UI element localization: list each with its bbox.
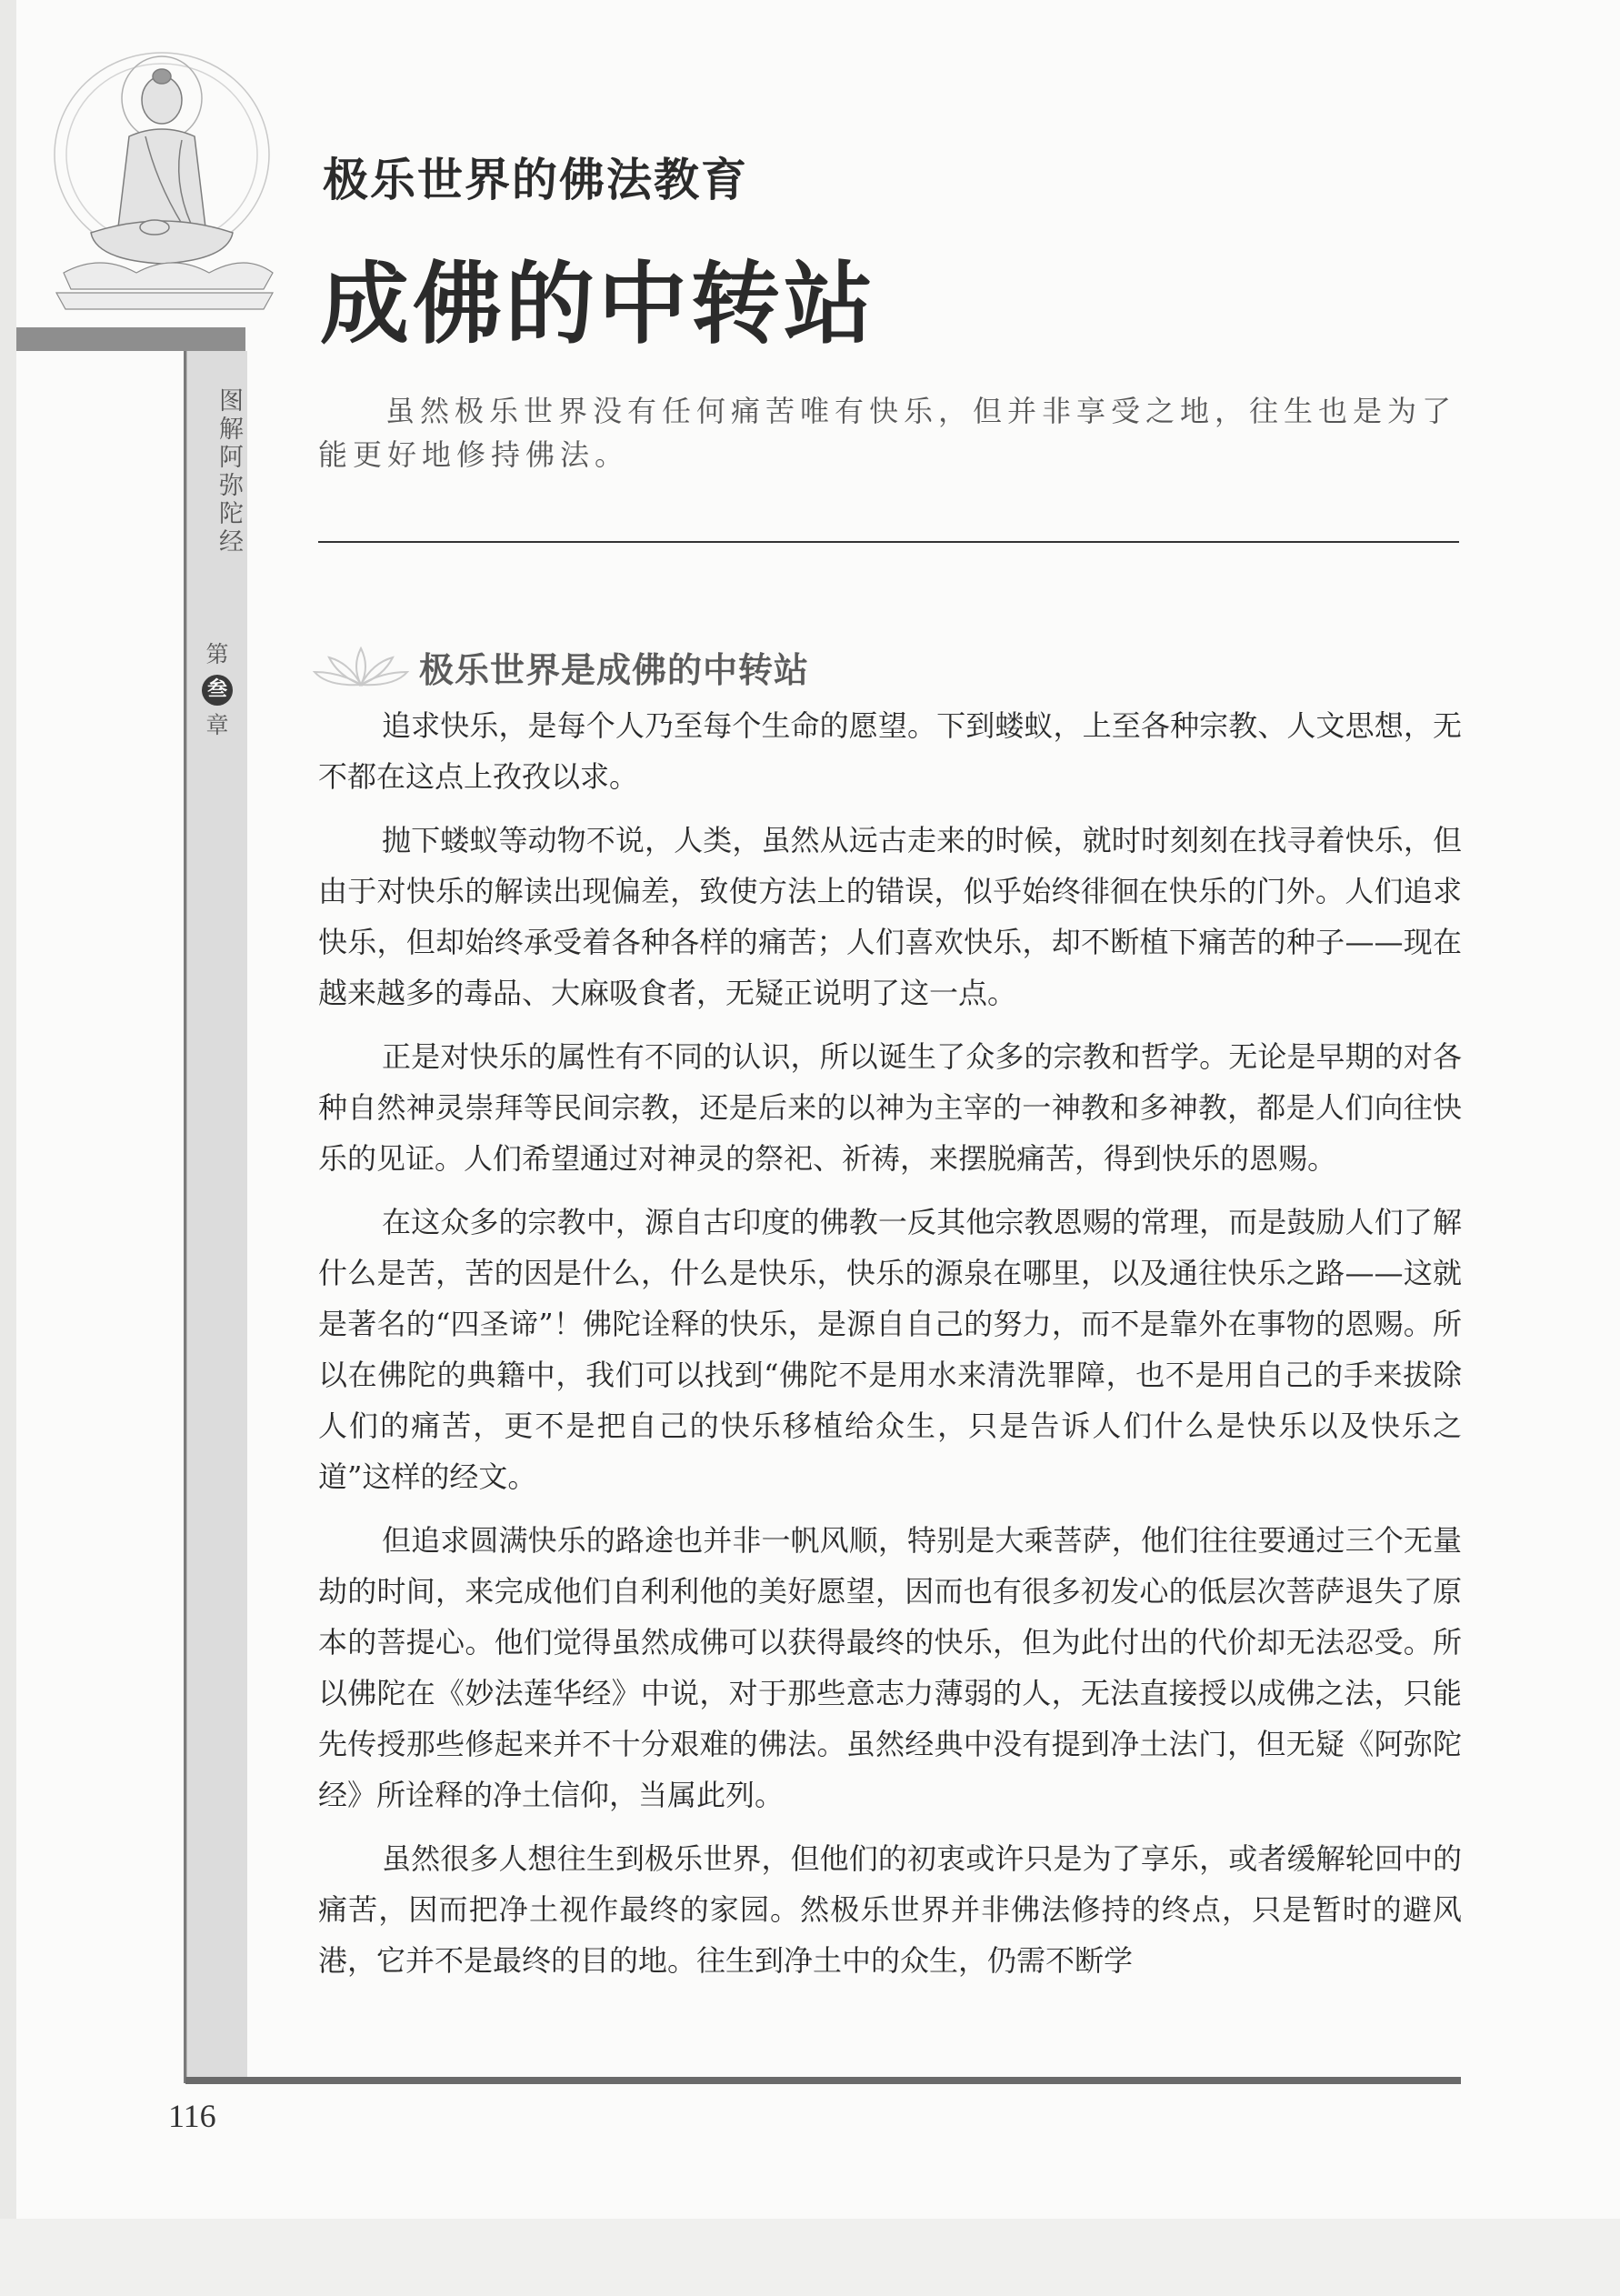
side-strip-rule — [184, 351, 186, 2083]
paragraph: 追求快乐，是每个人乃至每个生命的愿望。下到蝼蚁，上至各种宗教、人文思想，无不都在这点上孜孜以求。 — [318, 708, 1462, 794]
book-title: 图解阿弥陀经 — [215, 387, 243, 556]
lotus-icon — [309, 641, 414, 692]
page-title: 成佛的中转站 — [320, 252, 877, 356]
chapter-prefix: 第 — [205, 641, 229, 667]
paragraph: 正是对快乐的属性有不同的认识，所以诞生了众多的宗教和哲学。无论是早期的对各种自然神灵崇拜等民间宗教，还是后来的以神为主宰的一神教和多神教，都是人们向往快乐的见证。人们希望通过对神灵的祭祀、祈祷，来摆脱痛苦，得到快乐的恩赐。 — [318, 1039, 1462, 1176]
scan-edge — [0, 0, 16, 2296]
chapter-side-strip — [185, 351, 247, 2083]
chapter-top-bar — [16, 327, 245, 351]
divider — [318, 541, 1459, 543]
page-number: 116 — [168, 2098, 216, 2134]
chapter-suffix: 章 — [205, 712, 229, 738]
chapter-number-badge: 叁 — [202, 675, 233, 706]
body-text — [318, 700, 1462, 1999]
paragraph: 但追求圆满快乐的路途也并非一帆风顺，特别是大乘菩萨，他们往往要通过三个无量劫的时间，来完成他们自利利他的美好愿望，因而也有很多初发心的低层次菩萨退失了原本的菩提心。他们觉得虽然成佛可以获得最终的快乐，但为此付出的代价却无法忍受。所以佛陀在《妙法莲华经》中说，对于那些意志力薄弱的人，无法直接授以成佛之法，只能先传授那些修起来并不十分艰难的佛法。虽然经典中没有提到净土法门，但无疑《阿弥陀经》所诠释的净土信仰，当属此列。 — [318, 1523, 1462, 1812]
chapter-marker — [187, 637, 247, 744]
page-supertitle: 极乐世界的佛法教育 — [323, 153, 748, 206]
bottom-rule — [185, 2077, 1461, 2084]
paragraph: 虽然很多人想往生到极乐世界，但他们的初衷或许只是为了享乐，或者缓解轮回中的痛苦，因而把净土视作最终的家园。然极乐世界并非佛法修持的终点，只是暂时的避风港，它并不是最终的目的地。往生到净土中的众生，仍需不断学 — [318, 1841, 1462, 1978]
paragraph: 抛下蝼蚁等动物不说，人类，虽然从远古走来的时候，就时时刻刻在找寻着快乐，但由于对快乐的解读出现偏差，致使方法上的错误，似乎始终徘徊在快乐的门外。人们追求快乐，但却始终承受着各种各样的痛苦；人们喜欢快乐，却不断植下痛苦的种子——现在越来越多的毒品、大麻吸食者，无疑正说明了这一点。 — [318, 823, 1462, 1010]
intro-paragraph: 虽然极乐世界没有任何痛苦唯有快乐，但并非享受之地，往生也是为了能更好地修持佛法。 — [318, 394, 1457, 472]
section-heading-text: 极乐世界是成佛的中转站 — [419, 649, 810, 690]
scan-bottom-band — [0, 2219, 1620, 2296]
section-heading — [309, 641, 809, 692]
buddha-illustration — [45, 45, 282, 318]
paragraph: 在这众多的宗教中，源自古印度的佛教一反其他宗教恩赐的常理，而是鼓励人们了解什么是苦，苦的因是什么，什么是快乐，快乐的源泉在哪里，以及通往快乐之路——这就是著名的“四圣谛”！佛陀诠释的快乐，是源自自己的努力，而不是靠外在事物的恩赐。所以在佛陀的典籍中，我们可以找到“佛陀不是用水来清洗罪障，也不是用自己的手来拔除人们的痛苦，更不是把自己的快乐移植给众生，只是告诉人们什么是快乐以及快乐之道”这样的经文。 — [318, 1205, 1462, 1494]
